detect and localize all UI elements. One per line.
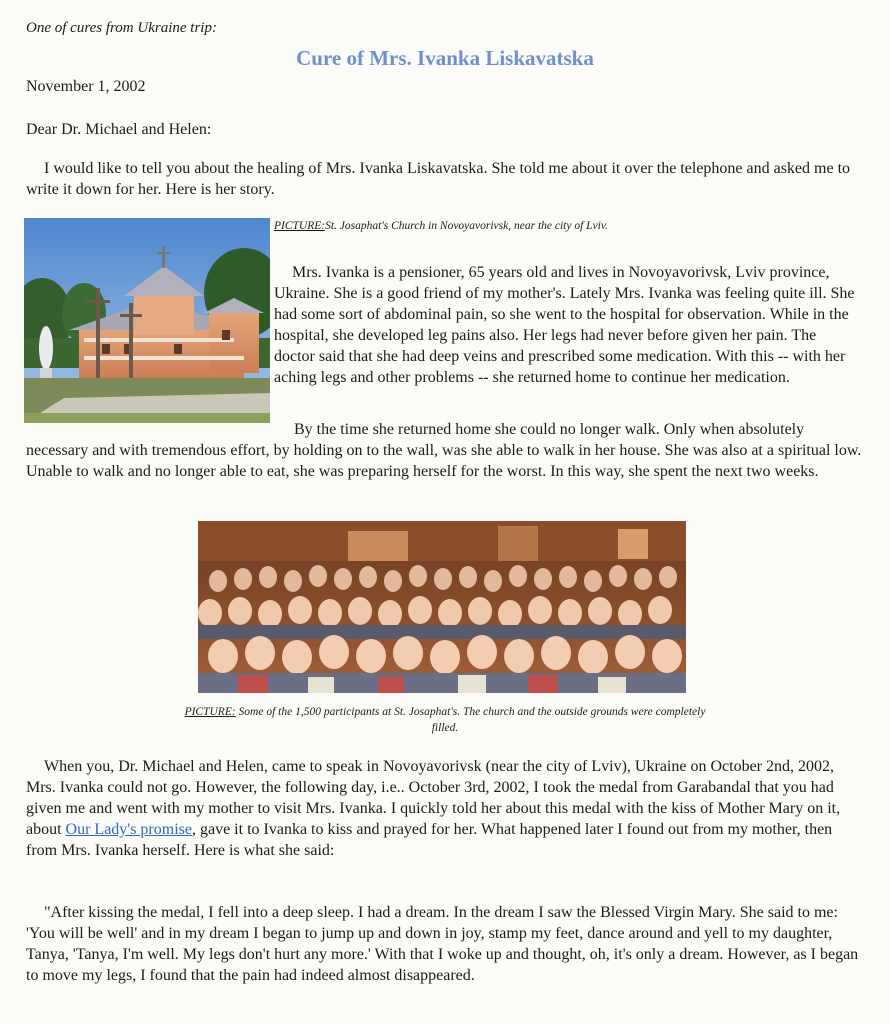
visit-text-after: , gave it to Ivanka to kiss and prayed for her. What happened later I found out from my mother, then from Mrs. Ivanka herself. Here is what she said: (26, 821, 833, 859)
crowd-caption (180, 704, 710, 736)
visit-text-before: When you, Dr. Michael and Helen, came to speak in Novoyavorivsk (near the city of Lviv), Ukraine on October 2nd, 2002, Mrs. Ivanka could not go. However, the following day, i.e.. October 3rd, 2002, I took the medal from Garabandal that you had given me and went with my mother to visit Mrs. Ivanka. I quickly told her about this medal with the kiss of Mother Mary on it, about (26, 758, 841, 838)
letter-date: November 1, 2002 (26, 78, 146, 95)
paragraph-decline: By the time she returned home she could no longer walk. Only when absolutely necessary and with tremendous effort, by holding on to the wall, was she able to walk in her house. She was also at a spiritual low. Unable to walk and no longer able to eat, she was preparing herself for the worst. In this way, she spent the next two weeks. (26, 421, 862, 480)
crowd-illustration (198, 521, 686, 693)
page-title: Cure of Mrs. Ivanka Liskavatska (296, 46, 594, 70)
church-illustration (24, 218, 270, 423)
crowd-photo (198, 521, 686, 693)
paragraph-condition: Mrs. Ivanka is a pensioner, 65 years old and lives in Novoyavorivsk, Lviv province, Ukraine. She is a good friend of my mother's. Lately Mrs. Ivanka was feeling quite ill. She had some sort of abdominal pain, so she went to the hospital for observation. While in the hospital, she developed leg pains also. Her legs had never before given her pain. The doctor said that she had deep veins and prescribed some medication. With this -- with her aching legs and other problems -- she returned home to continue her medication. (274, 264, 855, 386)
our-ladys-promise-link[interactable]: Our Lady's promise (65, 821, 192, 838)
church-caption-label: PICTURE: (274, 220, 326, 232)
church-photo (24, 218, 270, 423)
paragraph-visit (26, 756, 866, 861)
salutation: Dear Dr. Michael and Helen: (26, 121, 212, 138)
paragraph-dream: "After kissing the medal, I fell into a deep sleep. I had a dream. In the dream I saw the Blessed Virgin Mary. She said to me: 'You will be well' and in my dream I began to jump up and down in joy, stamp my feet, dance around and yell to my daughter, Tanya, 'Tanya, I'm well. My legs don't hurt any more.' With that I woke up and thought, oh, it's only a dream. However, as I began to move my legs, I found that the pain had indeed almost disappeared. (26, 904, 859, 984)
pre-title: One of cures from Ukraine trip: (26, 20, 217, 36)
crowd-caption-text: Some of the 1,500 participants at St. Josaphat's. The church and the outside grounds were completely filled. (235, 706, 706, 734)
church-caption (274, 220, 608, 232)
crowd-caption-label: PICTURE: (184, 706, 236, 718)
church-caption-text: St. Josaphat's Church in Novoyavorivsk, near the city of Lviv. (325, 220, 608, 232)
paragraph-intro: I would like to tell you about the healing of Mrs. Ivanka Liskavatska. She told me about it over the telephone and asked me to write it down for her. Here is her story. (26, 160, 851, 198)
